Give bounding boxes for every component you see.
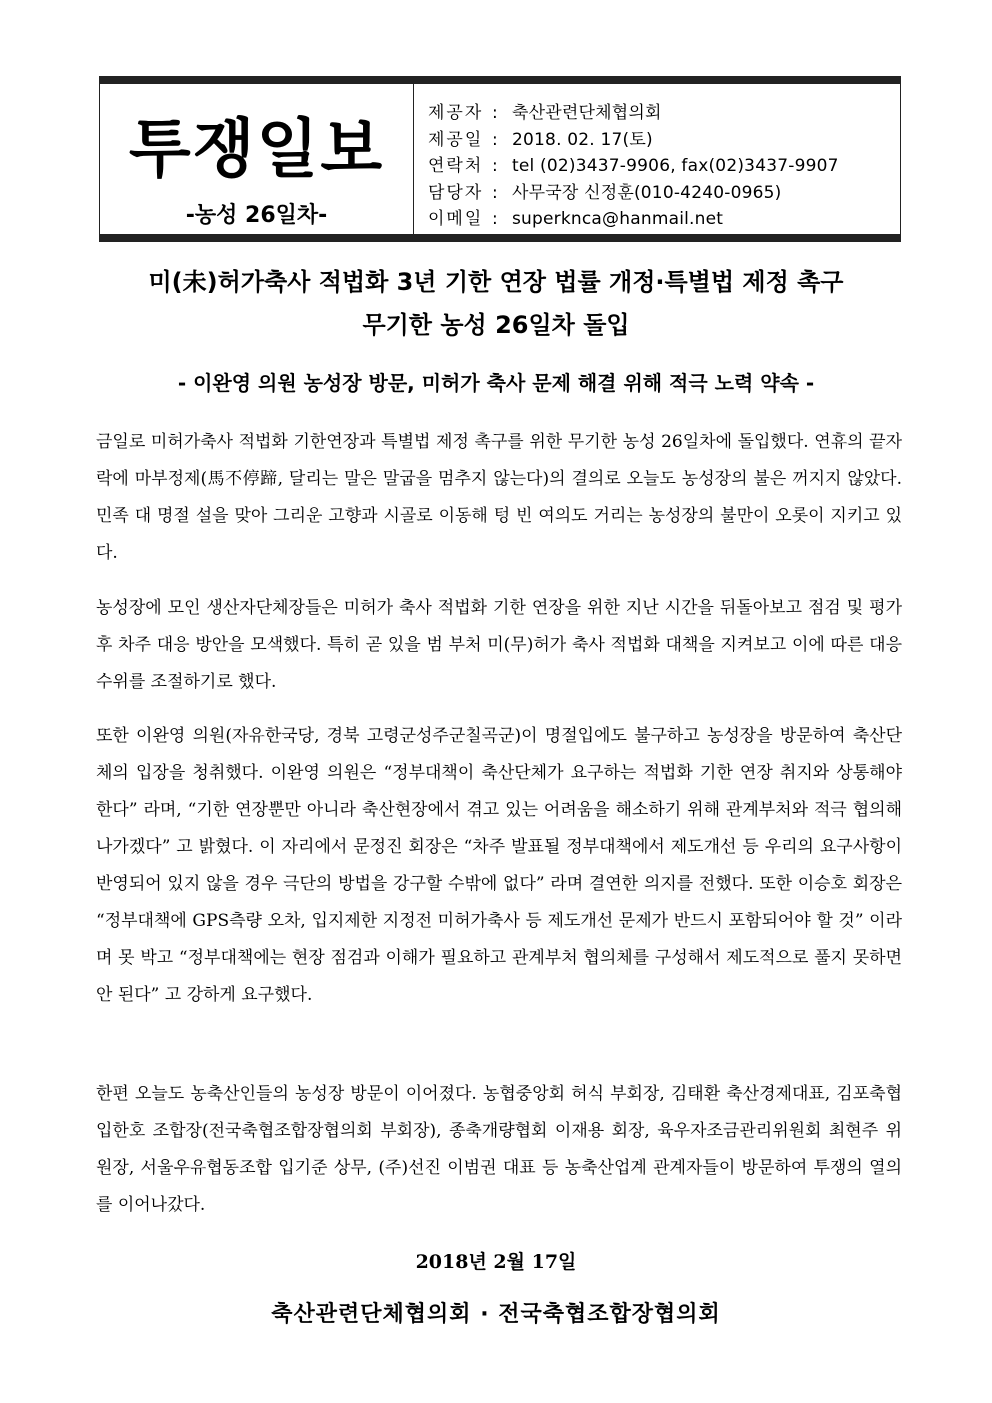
info-row-date [428, 127, 900, 154]
info-separator: : [492, 209, 498, 229]
info-label: 연락처 [428, 156, 484, 176]
info-row-person [428, 180, 900, 207]
info-label: 제공일 [428, 129, 484, 150]
body-paragraph-4: 한편 오늘도 농축산인들의 농성장 방문이 이어졌다. 농협중앙회 허식 부회장, 김태환 축산경제대표, 김포축협 입한호 조합장(전국축협조합장협의회 부회장), 종축개량협회 이재용 회장, 육우자조금관리위원회 최현주 위원장, 서울우유협동조합 입기준 상무, (주)선진 이범권 대표 등 농축산업계 관계자들이 방문하여 투쟁의 열의를 이어나갔다. [96, 1084, 902, 1215]
press-header-box [99, 76, 901, 242]
body-paragraph-1: 금일로 미허가축사 적법화 기한연장과 특별법 제정 촉구를 위한 무기한 농성 26일차에 돌입했다. 연휴의 끝자락에 마부정제(馬不停蹄, 달리는 말은 말굽을 멈추지 않는다)의 결의로 오늘도 농성장의 불은 꺼지지 않았다. 민족 대 명절 설을 맞아 그리운 고향과 시골로 이동해 텅 빈 여의도 거리는 농성장의 불만이 오롯이 지키고 있다. [96, 432, 902, 563]
info-value: 축산관련단체협의회 [512, 103, 662, 123]
info-separator: : [492, 129, 498, 150]
info-row-provider [428, 100, 900, 127]
info-separator: : [492, 103, 498, 123]
body-paragraph-3: 또한 이완영 의원(자유한국당, 경북 고령군성주군칠곡군)이 명절입에도 불구하고 농성장을 방문하여 축산단체의 입장을 청취했다. 이완영 의원은 “정부대책이 축산단체가 요구하는 적법화 기한 연장 취지와 상통해야 한다” 라며, “기한 연장뿐만 아니라 축산현장에서 겪고 있는 어려움을 해소하기 위해 관계부처와 적극 협의해 나가겠다” 고 밝혔다. 이 자리에서 문정진 회장은 “차주 발표될 정부대책에서 제도개선 등 우리의 요구사항이 반영되어 있지 않을 경우 극단의 방법을 강구할 수밖에 없다” 라며 결연한 의지를 전했다. 또한 이승호 회장은 “정부대책에 GPS측량 오차, 입지제한 지정전 미허가축사 등 제도개선 문제가 반드시 포함되어야 할 것” 이라며 못 박고 “정부대책에는 현장 점검과 이해가 필요하고 관계부처 협의체를 구성해서 제도적으로 풀지 못하면 안 된다” 고 강하게 요구했다. [96, 726, 902, 1005]
info-value: 사무국장 신정훈(010-4240-0965) [512, 182, 782, 203]
headline-line-1: 미(未)허가축사 적법화 3년 기한 연장 법률 개정·특별법 제정 촉구 [148, 268, 844, 296]
masthead-title: 투쟁일보 [128, 113, 385, 187]
headline-line-2: 무기한 농성 26일차 돌입 [362, 311, 630, 339]
info-value: 2018. 02. 17(토) [512, 129, 653, 150]
info-row-email [428, 206, 900, 233]
masthead-subtitle: -농성 26일차- [185, 203, 328, 228]
info-row-contact [428, 153, 900, 180]
info-label: 담당자 [428, 182, 484, 203]
masthead [100, 84, 414, 234]
info-label: 제공자 [428, 103, 484, 123]
info-value: tel (02)3437-9906, fax(02)3437-9907 [512, 156, 839, 176]
email-address: superknca@hanmail.net [512, 209, 724, 229]
info-separator: : [492, 182, 498, 203]
release-date: 2018년 2월 17일 [415, 1251, 577, 1273]
info-separator: : [492, 156, 498, 176]
info-label: 이메일 [428, 209, 484, 229]
issuer-signature: 축산관련단체협의회 · 전국축협조합장협의회 [271, 1302, 721, 1327]
contact-info [414, 84, 900, 234]
body-paragraph-2: 농성장에 모인 생산자단체장들은 미허가 축사 적법화 기한 연장을 위한 지난 시간을 뒤돌아보고 점검 및 평가 후 차주 대응 방안을 모색했다. 특히 곧 있을 범 부처 미(무)허가 축사 적법화 대책을 지켜보고 이에 따른 대응 수위를 조절하기로 했다. [96, 598, 902, 692]
subheadline: - 이완영 의원 농성장 방문, 미허가 축사 문제 해결 위해 적극 노력 약속 - [177, 371, 815, 395]
